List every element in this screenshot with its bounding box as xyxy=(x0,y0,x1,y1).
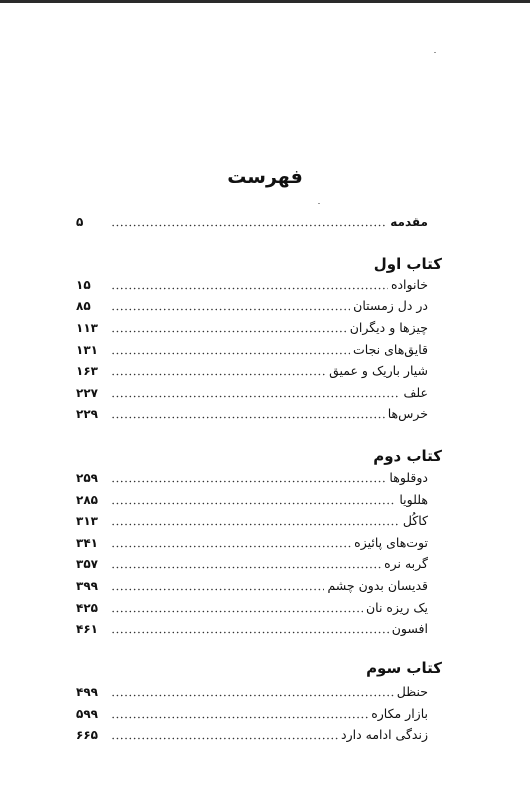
dot-leader xyxy=(111,215,387,227)
entry-title: حنظل xyxy=(396,684,428,699)
dot-leader xyxy=(111,514,400,526)
toc-entry[interactable] xyxy=(76,680,428,700)
toc-entry[interactable] xyxy=(76,402,428,422)
toc-entry[interactable] xyxy=(76,294,428,314)
section-heading-book-2: کتاب دوم xyxy=(373,447,442,465)
dot-leader xyxy=(111,557,381,569)
dot-leader xyxy=(111,685,394,697)
dot-leader xyxy=(111,471,386,483)
dot-leader xyxy=(111,343,350,355)
toc-entry[interactable] xyxy=(76,273,428,293)
entry-title: افسون xyxy=(391,621,428,636)
entry-title: زندگی ادامه دارد xyxy=(341,727,428,742)
dot-leader xyxy=(111,407,385,419)
toc-entry[interactable] xyxy=(76,531,428,551)
entry-title: قایق‌های نجات xyxy=(353,342,428,357)
toc-entry[interactable] xyxy=(76,574,428,594)
toc-entry[interactable] xyxy=(76,488,428,508)
speck-mark xyxy=(318,203,320,204)
dot-leader xyxy=(111,386,400,398)
page-number: ۴۲۵ xyxy=(76,601,98,615)
top-border xyxy=(0,0,530,3)
page-number: ۲۲۷ xyxy=(76,386,98,400)
section-heading-book-1: کتاب اول xyxy=(373,255,442,273)
toc-entry[interactable] xyxy=(76,552,428,572)
page-number: ۴۹۹ xyxy=(76,685,98,699)
page-number: ۳۴۱ xyxy=(76,536,98,550)
page-number: ۳۱۳ xyxy=(76,514,98,528)
dot-leader xyxy=(111,622,389,634)
page-number: ۱۱۳ xyxy=(76,321,98,335)
page-number: ۴۶۱ xyxy=(76,622,98,636)
page-number: ۸۵ xyxy=(76,299,91,313)
entry-title: هللویا xyxy=(399,492,428,507)
dot-leader xyxy=(111,364,326,376)
toc-entry[interactable] xyxy=(76,723,428,743)
toc-entry[interactable] xyxy=(76,316,428,336)
entry-title: خرس‌ها xyxy=(387,406,428,421)
entry-title: در دل زمستان xyxy=(353,298,428,313)
toc-entry[interactable] xyxy=(76,466,428,486)
entry-title: شیار باریک و عمیق xyxy=(329,363,428,378)
entry-title: توت‌های پائیزه xyxy=(354,535,428,550)
toc-entry[interactable] xyxy=(76,381,428,401)
speck-mark xyxy=(434,52,436,53)
dot-leader xyxy=(111,278,388,290)
dot-leader xyxy=(111,493,396,505)
page-number: ۲۸۵ xyxy=(76,493,98,507)
page-number: ۱۵ xyxy=(76,278,91,292)
entry-title: علف xyxy=(403,385,428,400)
entry-title: مقدمه xyxy=(390,215,428,229)
page-number: ۱۳۱ xyxy=(76,343,98,357)
toc-entry[interactable] xyxy=(76,596,428,616)
toc-entry[interactable] xyxy=(76,338,428,358)
page-number: ۲۵۹ xyxy=(76,471,98,485)
page-number: ۶۶۵ xyxy=(76,728,98,742)
entry-title: بازار مکاره xyxy=(371,706,428,721)
toc-entry-intro[interactable] xyxy=(76,210,428,230)
dot-leader xyxy=(111,321,347,333)
toc-entry[interactable] xyxy=(76,617,428,637)
dot-leader xyxy=(111,728,338,740)
entry-title: دوقلوها xyxy=(389,470,428,485)
entry-title: گربه نره xyxy=(384,556,428,571)
page-number: ۲۲۹ xyxy=(76,407,98,421)
entry-title: قدیسان بدون چشم xyxy=(327,578,428,593)
entry-title: کاکُل xyxy=(402,513,428,528)
section-heading-book-3: کتاب سوم xyxy=(366,659,442,677)
dot-leader xyxy=(111,579,324,591)
toc-entry[interactable] xyxy=(76,509,428,529)
toc-entry[interactable] xyxy=(76,359,428,379)
entry-title: یک ریزه نان xyxy=(365,600,428,615)
page-number: ۳۵۷ xyxy=(76,557,98,571)
dot-leader xyxy=(111,299,350,311)
dot-leader xyxy=(111,707,368,719)
entry-title: خانواده xyxy=(390,277,428,292)
page-number: ۵ xyxy=(76,215,84,229)
entry-title: چیزها و دیگران xyxy=(349,320,428,335)
dot-leader xyxy=(111,536,351,548)
page-title: فهرست xyxy=(227,166,303,188)
toc-entry[interactable] xyxy=(76,702,428,722)
page-number: ۳۹۹ xyxy=(76,579,98,593)
page-number: ۱۶۳ xyxy=(76,364,98,378)
page-number: ۵۹۹ xyxy=(76,707,98,721)
dot-leader xyxy=(111,601,363,613)
